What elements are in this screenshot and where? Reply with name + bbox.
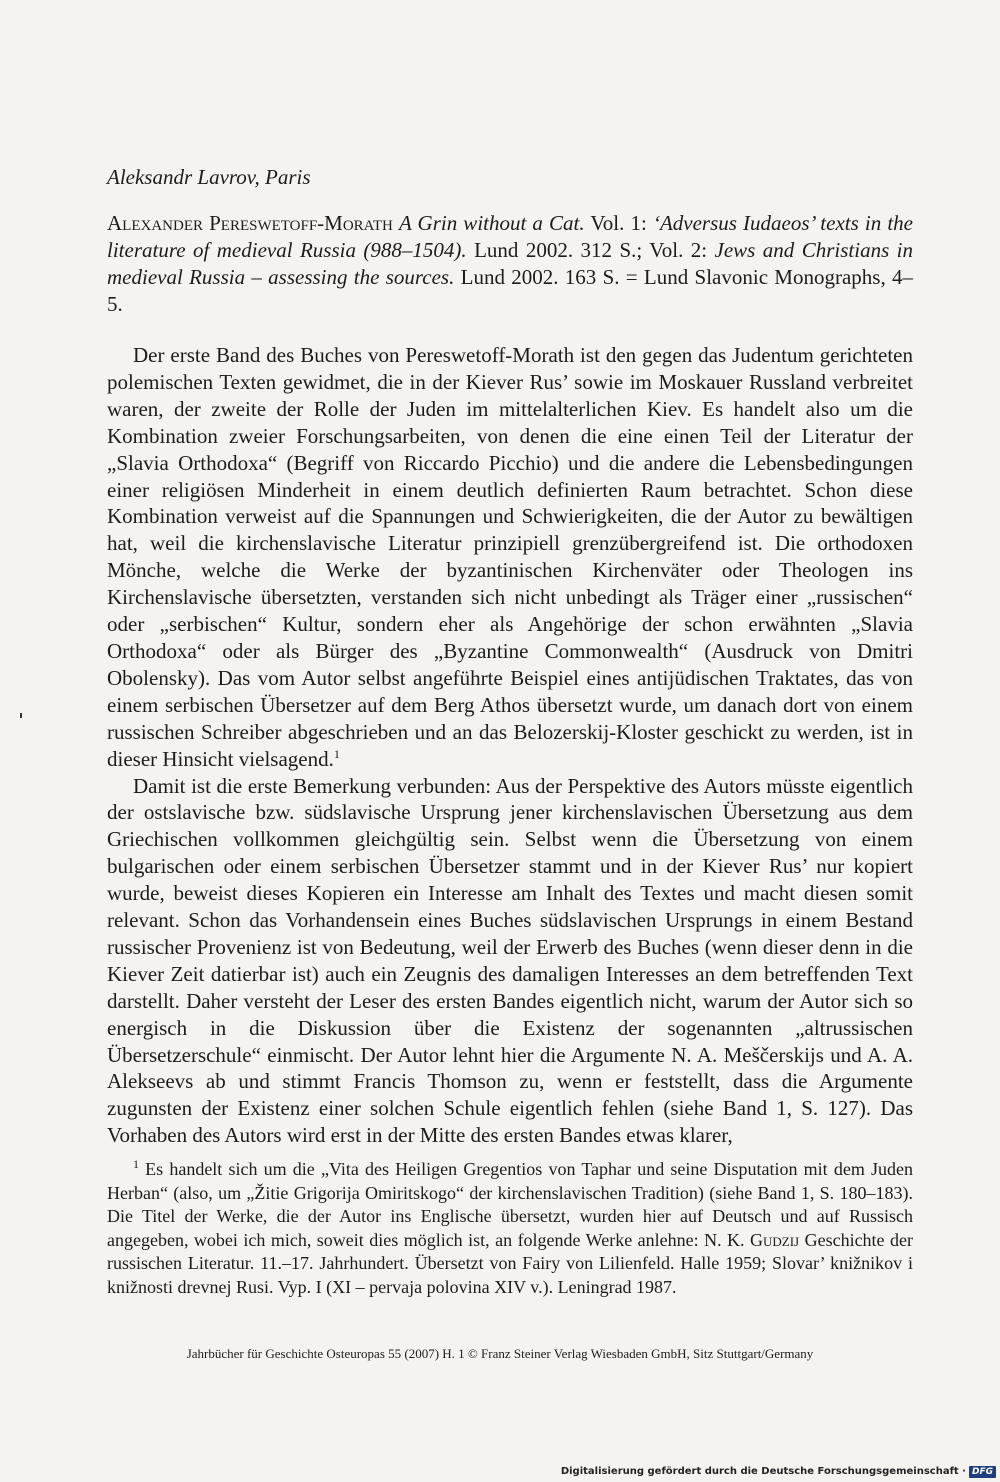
footnote-text-a: Es handelt sich um die „Vita des Heiligen Gregentios von Taphar und seine Disputation mit dem Juden Herban“ (also, um „Žitie Grigorija Omiritskogo“ der kirchenslavischen Tradition) (siehe Band 1, S. 180–183). Die Titel der Werke, die der Autor ins Englische übersetzt, wurden hier auf Deutsch und auf Russisch angegeben, wobei ich mich, soweit dies möglich ist, an folgende Werke anlehne: N. K. xyxy=(107,1159,913,1250)
digitization-text: Digitalisierung gefördert durch die Deutsche Forschungsgemeinschaft · xyxy=(560,1466,966,1477)
footnote-ref-1: 1 xyxy=(333,746,340,761)
vol2-publication: Lund 2002. 163 S. = Lund Slavonic Monographs, 4–5. xyxy=(107,265,913,316)
review-author: Aleksandr Lavrov, Paris xyxy=(107,165,311,189)
body-paragraph-1 xyxy=(107,342,913,773)
dfg-logo: DFG xyxy=(969,1466,996,1478)
reviewed-author: Alexander Pereswetoff-Morath xyxy=(107,211,393,235)
review-body xyxy=(107,342,913,1149)
vol2-title: Jews and Christians in medieval Russia – assessing the sources. xyxy=(107,238,914,289)
vol1-label: Vol. 1: xyxy=(584,211,653,235)
margin-mark xyxy=(20,713,22,718)
vol1-publication: Lund 2002. 312 S.; Vol. 2: xyxy=(466,238,715,262)
footnote-number: 1 xyxy=(133,1157,139,1171)
footnote-1 xyxy=(107,1158,913,1300)
journal-footer: Jahrbücher für Geschichte Osteuropas 55 (2007) H. 1 © Franz Steiner Verlag Wiesbaden GmbH, Sitz Stuttgart/Germany xyxy=(186,1346,814,1361)
digitization-banner xyxy=(561,1464,996,1479)
vol1-title: ‘Adversus Iudaeos’ texts in the literature of medieval Russia (988–1504). xyxy=(107,211,913,262)
book-title: A Grin without a Cat. xyxy=(398,211,585,235)
body-paragraph-2: Damit ist die erste Bemerkung verbunden: Aus der Perspektive des Autors müsste eigentlich der ostslavische bzw. südslavische Ursprung jener kirchenslavischen Übersetzung aus dem Griechischen vollkommen gleichgültig sein. Selbst wenn die Übersetzung von einem bulgarischen oder einem serbischen Übersetzer stammt und in der Kiever Rus’ nur kopiert wurde, beweist dieses Kopieren ein Interesse am Inhalt des Textes und macht diesen somit relevant. Schon das Vorhandensein eines Buches südslavischen Ursprungs in einem Bestand russischer Provenienz ist von Bedeutung, weil der Erwerb des Buches (wenn dieser denn in die Kiever Zeit datierbar ist) auch ein Zeugnis des damaligen Interesses an dem betreffenden Text darstellt. Daher versteht der Leser des ersten Bandes eigentlich nicht, warum der Autor sich so energisch in die Diskussion über die Existenz der sogenannten „altrussischen Übersetzerschule“ einmischt. Der Autor lehnt hier die Argumente N. A. Meščerskijs und A. A. Alekseevs ab und stimmt Francis Thomson zu, wenn er feststellt, dass die Argumente zugunsten der Existenz einer solchen Schule eigentlich fehlen (siehe Band 1, S. 127). Das Vorhaben des Autors wird erst in der Mitte des ersten Bandes etwas klarer, xyxy=(107,773,913,1148)
footnote-text-b: Geschichte der russischen Literatur. 11.–17. Jahrhundert. Übersetzt von Fairy von Lilienfeld. Halle 1959; Slovar’ knižnikov i knižnosti drevnej Rusi. Vyp. I (XI – pervaja polovina XIV v.). Leningrad 1987. xyxy=(107,1229,913,1297)
review-citation xyxy=(107,210,913,318)
paragraph-1-text: Der erste Band des Buches von Pereswetoff-Morath ist den gegen das Judentum gerichteten polemischen Texten gewidmet, die in der Kiever Rus’ sowie im Moskauer Russland verbreitet waren, der zweite der Rolle der Juden im mittelalterlichen Kiev. Es handelt also um die Kombination zweier Forschungsarbeiten, von denen die eine einen Teil der Literatur der „Slavia Orthodoxa“ (Begriff von Riccardo Picchio) und die andere die Lebensbedingungen einer religiösen Minderheit in einem deutlich definierten Raum betrachtet. Schon diese Kombination verweist auf die Spannungen und Schwierigkeiten, die der Autor zu bewältigen hat, weil die kirchenslavische Literatur prinzipiell grenzübergreifend ist. Die orthodoxen Mönche, welche die Werke der byzantinischen Kirchenväter oder Theologen ins Kirchenslavische übersetzten, verstanden sich nicht unbedingt als Träger einer „russischen“ oder „serbischen“ Kultur, sondern eher als Angehörige der schon erwähnten „Slavia Orthodoxa“ oder als Bürger des „Byzantine Commonwealth“ (Ausdruck von Dmitri Obolensky). Das vom Autor selbst angeführte Beispiel eines antijüdischen Traktates, das von einem serbischen Übersetzer auf dem Berg Athos übersetzt wurde, um danach dort von einem russischen Schreiber abgeschrieben und an das Belozerskij-Kloster geschickt zu werden, ist in dieser Hinsicht vielsagend. xyxy=(107,343,913,771)
footnote-author: Gudzij xyxy=(750,1229,800,1250)
